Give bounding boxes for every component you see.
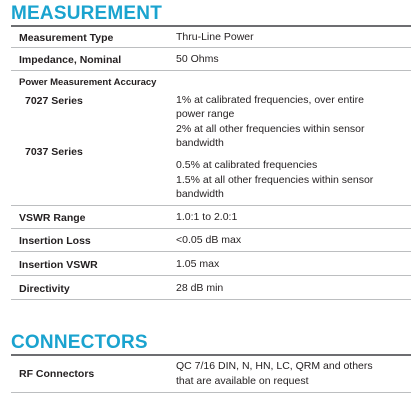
series-7037-line-2: 1.5% at all other frequencies within sensor	[176, 174, 374, 186]
series-7027-line-2: power range	[176, 108, 235, 120]
series-7027-line-4: bandwidth	[176, 137, 224, 149]
accuracy-heading: Power Measurement Accuracy	[19, 77, 157, 88]
row-divider	[11, 70, 411, 71]
directivity-label: Directivity	[19, 283, 70, 295]
measurement-type-label: Measurement Type	[19, 32, 114, 44]
insertion-vswr-label: Insertion VSWR	[19, 259, 98, 271]
rf-connectors-line-1: QC 7/16 DIN, N, HN, LC, QRM and others	[176, 360, 373, 372]
series-7037-label: 7037 Series	[25, 146, 83, 158]
row-divider	[11, 205, 411, 206]
connectors-title: CONNECTORS	[11, 332, 148, 353]
series-7027-line-3: 2% at all other frequencies within sensor	[176, 123, 365, 135]
directivity-value: 28 dB min	[176, 282, 224, 294]
impedance-value: 50 Ohms	[176, 53, 219, 65]
rf-connectors-line-2: that are available on request	[176, 375, 309, 387]
header-rule	[11, 25, 411, 27]
row-divider	[11, 275, 411, 276]
row-divider	[11, 392, 411, 393]
insertion-loss-value: <0.05 dB max	[176, 234, 242, 246]
insertion-loss-label: Insertion Loss	[19, 235, 91, 247]
row-divider	[11, 251, 411, 252]
impedance-label: Impedance, Nominal	[19, 54, 122, 66]
header-rule	[11, 354, 411, 356]
series-7027-line-1: 1% at calibrated frequencies, over entire	[176, 94, 364, 106]
series-7037-line-1: 0.5% at calibrated frequencies	[176, 159, 318, 171]
vswr-range-value: 1.0:1 to 2.0:1	[176, 211, 238, 223]
row-divider	[11, 299, 411, 300]
rf-connectors-label: RF Connectors	[19, 368, 95, 380]
series-7037-line-3: bandwidth	[176, 188, 224, 200]
insertion-vswr-value: 1.05 max	[176, 258, 220, 270]
vswr-range-label: VSWR Range	[19, 212, 86, 224]
row-divider	[11, 47, 411, 48]
measurement-title: MEASUREMENT	[11, 3, 163, 24]
measurement-type-value: Thru-Line Power	[176, 31, 254, 43]
series-7027-label: 7027 Series	[25, 95, 83, 107]
row-divider	[11, 228, 411, 229]
